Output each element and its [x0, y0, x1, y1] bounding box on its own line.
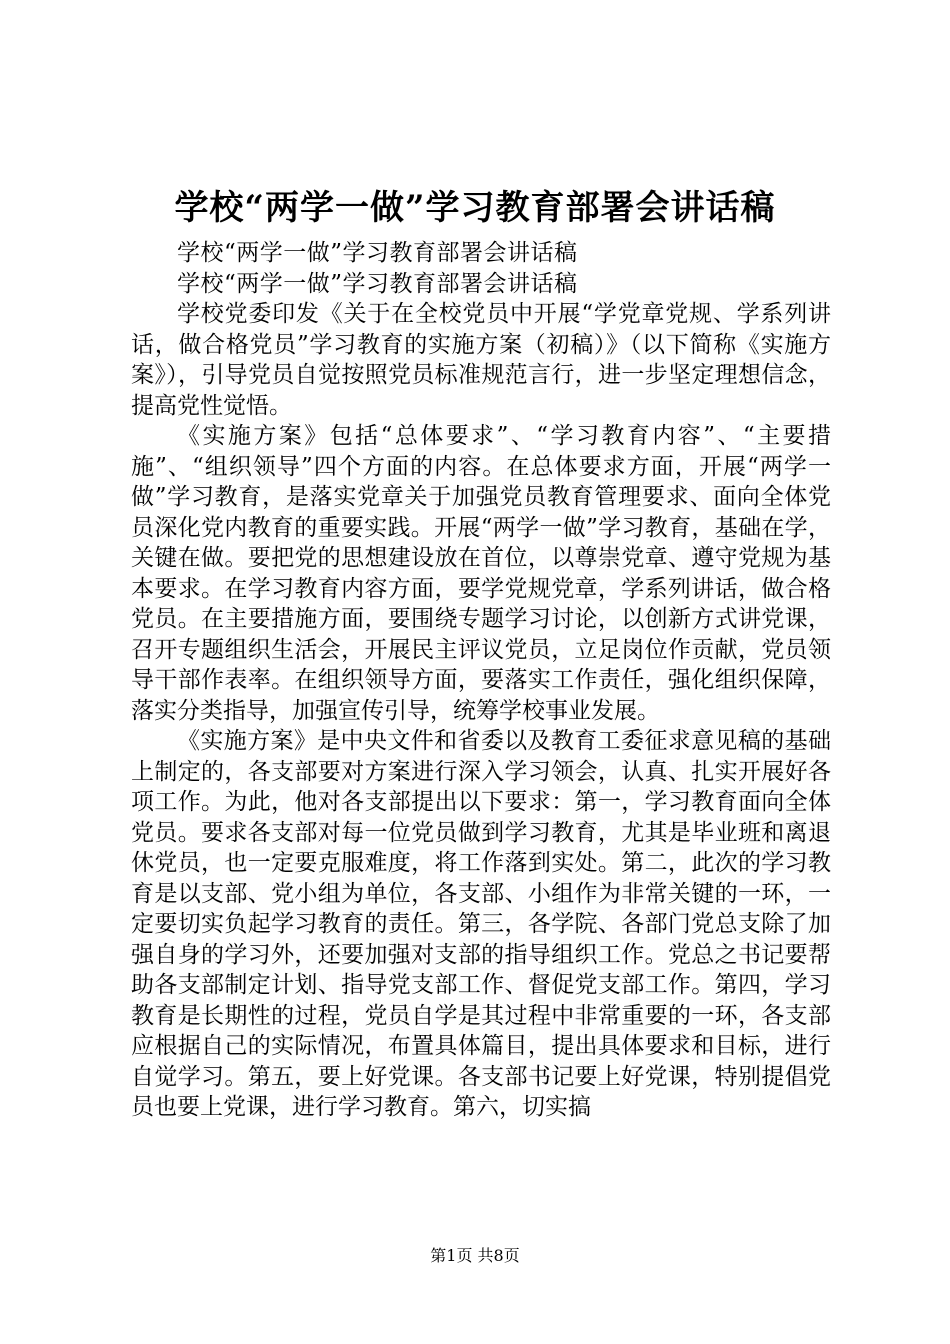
document-title: 学校“两学一做”学习教育部署会讲话稿 [174, 188, 776, 228]
document-subtitle-repeat: 学校“两学一做”学习教育部署会讲话稿 [177, 270, 578, 297]
page-number-footer: 第1页 共8页 [430, 1246, 520, 1265]
body-paragraph: 学校党委印发《关于在全校党员中开展“学党章党规、学系列讲话，做合格党员”学习教育的实施方案（初稿）》（以下简称《实施方案》），引导党员自觉按照党员标准规范言行，进一步坚定理想信念，提高党性觉悟。 [131, 301, 831, 419]
document-subtitle: 学校“两学一做”学习教育部署会讲话稿 [177, 240, 578, 266]
body-paragraph: 《实施方案》包括“总体要求”、“学习教育内容”、“主要措施”、“组织领导”四个方面的内容。在总体要求方面，开展“两学一做”学习教育，是落实党章关于加强党员教育管理要求、面向全体党员深化党内教育的重要实践。开展“两学一做”学习教育，基础在学，关键在做。要把党的思想建设放在首位，以尊崇党章、遵守党规为基本要求。在学习教育内容方面，要学党规党章，学系列讲话，做合格党员。在主要措施方面，要围绕专题学习讨论，以创新方式讲党课，召开专题组织生活会，开展民主评议党员，立足岗位作贡献，党员领导干部作表率。在组织领导方面，要落实工作责任，强化组织保障，落实分类指导，加强宣传引导，统筹学校事业发展。 [131, 423, 831, 724]
document-body [131, 238, 831, 1123]
body-paragraph: 《实施方案》是中央文件和省委以及教育工委征求意见稿的基础上制定的，各支部要对方案进行深入学习领会，认真、扎实开展好各项工作。为此，他对各支部提出以下要求：第一，学习教育面向全体党员。要求各支部对每一位党员做到学习教育，尤其是毕业班和离退休党员，也一定要克服难度，将工作落到实处。第二，此次的学习教育是以支部、党小组为单位，各支部、小组作为非常关键的一环，一定要切实负起学习教育的责任。第三，各学院、各部门党总支除了加强自身的学习外，还要加强对支部的指导组织工作。党总之书记要帮助各支部制定计划、指导党支部工作、督促党支部工作。第四，学习教育是长期性的过程，党员自学是其过程中非常重要的一环，各支部应根据自己的实际情况，布置具体篇目，提出具体要求和目标，进行自觉学习。第五，要上好党课。各支部书记要上好党课，特别提倡党员也要上党课，进行学习教育。第六，切实搞 [131, 728, 831, 1120]
